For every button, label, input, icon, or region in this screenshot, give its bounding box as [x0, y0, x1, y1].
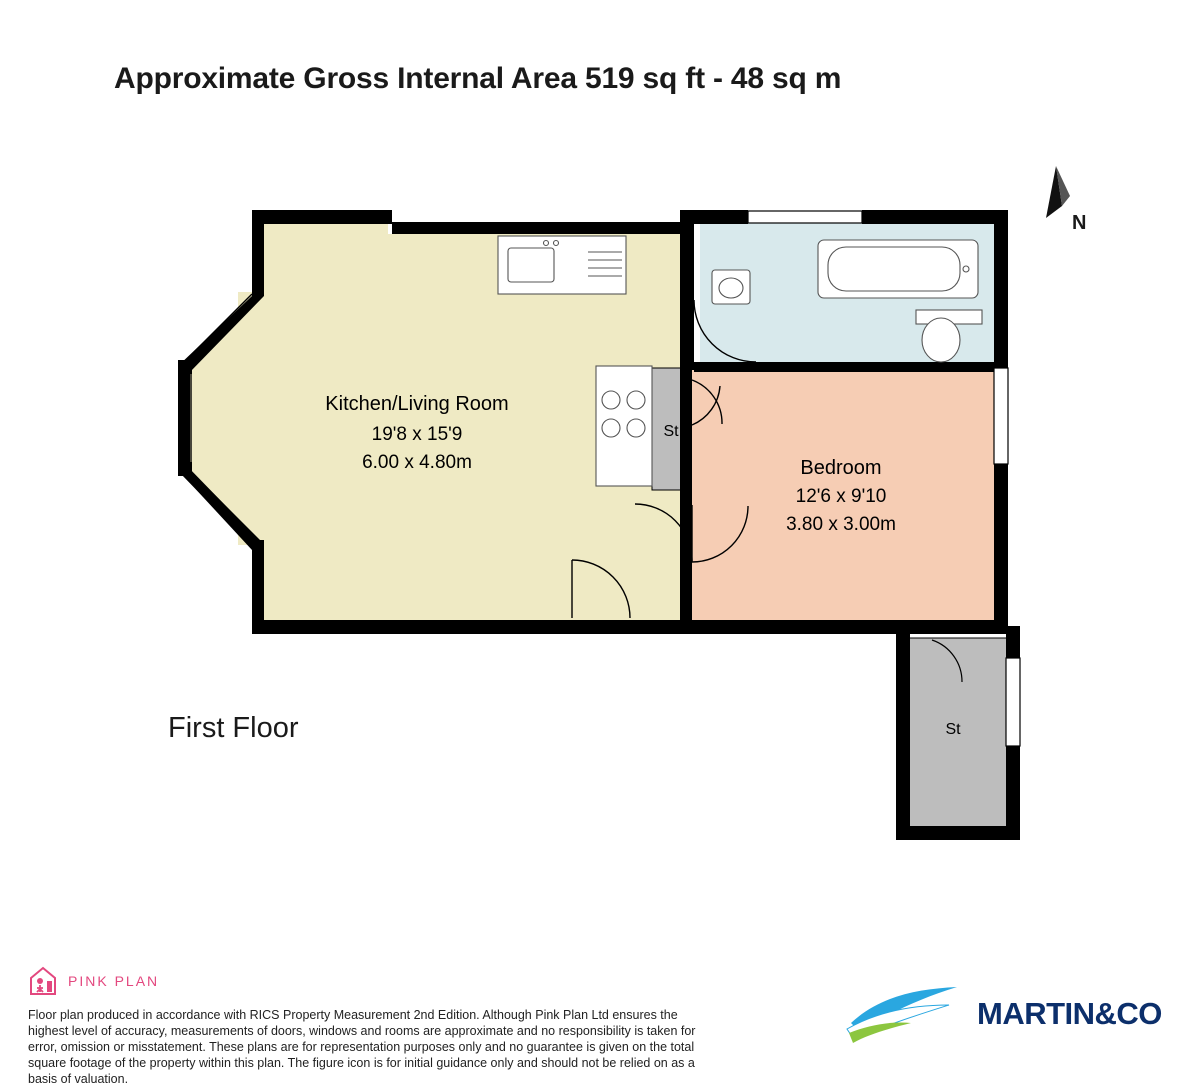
kitchen-dim-imperial: 19'8 x 15'9 — [371, 424, 463, 445]
kitchen-sink-fixture — [498, 236, 626, 294]
storage-label-lower: St — [945, 721, 961, 738]
kitchen-dim-metric: 6.00 x 4.80m — [362, 452, 472, 473]
pink-plan-branding — [28, 965, 159, 997]
washbasin-fixture — [712, 270, 750, 304]
martinco-swoosh-icon — [845, 983, 965, 1045]
compass-north-icon — [1046, 166, 1070, 218]
storage-label-middle: St — [663, 423, 679, 440]
kitchen-name: Kitchen/Living Room — [325, 393, 509, 415]
kitchen-hob-fixture — [596, 366, 652, 486]
bathtub-fixture — [818, 240, 978, 298]
disclaimer-text: Floor plan produced in accordance with RICS Property Measurement 2nd Edition. Although Pink Plan Ltd ensures the highest level of accuracy, measurements of doors, windows and rooms are approximate and no responsibility is taken for error, omission or misstatement. These plans are for representation purposes only and no guarantee is given on the total square footage of the property within this plan. The figure icon is for initial guidance only and should not be relied on as a basis of valuation. — [28, 1008, 696, 1086]
bedroom-name: Bedroom — [800, 457, 882, 479]
agent-branding — [845, 983, 1162, 1045]
pink-plan-house-icon — [28, 965, 58, 997]
footer — [0, 955, 1200, 1088]
pink-plan-label: PINK PLAN — [68, 973, 160, 989]
bedroom-dim-metric: 3.80 x 3.00m — [786, 514, 896, 535]
compass-label-n: N — [1072, 212, 1087, 234]
storage-cupboard-lower — [908, 638, 1018, 828]
room-label-bedroom — [786, 457, 896, 535]
bedroom-dim-imperial: 12'6 x 9'10 — [795, 486, 887, 507]
agent-name: MARTIN&CO — [977, 996, 1162, 1031]
page-title: Approximate Gross Internal Area 519 sq ft - 48 sq m — [114, 62, 842, 95]
floor-label: First Floor — [168, 712, 299, 744]
